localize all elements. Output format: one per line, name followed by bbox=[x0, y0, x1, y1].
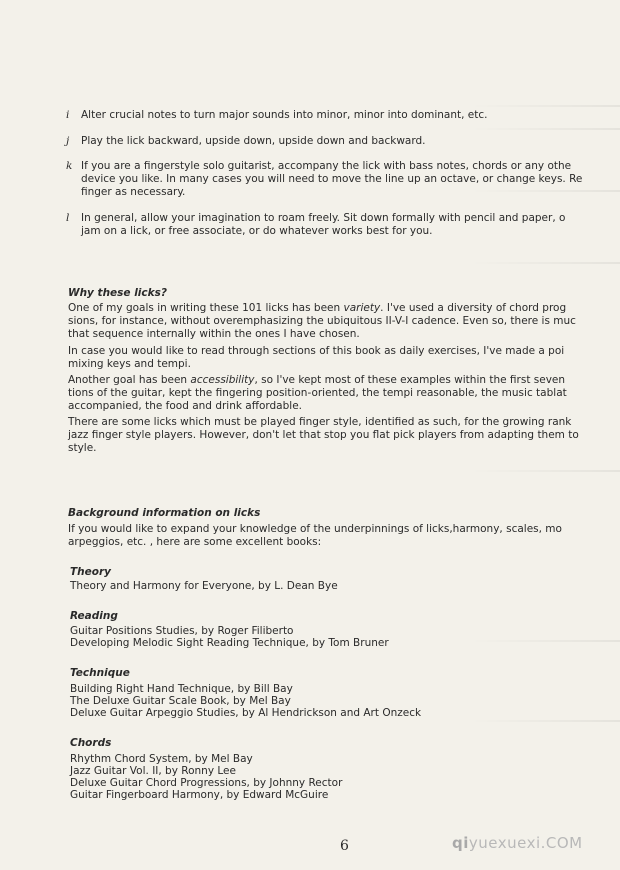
list-text: device you like. In many cases you will need to move the line up an octave, or change keys. Re bbox=[81, 173, 583, 185]
book-title: Guitar Positions Studies, by Roger Filiberto bbox=[70, 625, 294, 637]
background-heading: Background information on licks bbox=[68, 507, 261, 519]
bleed-line bbox=[470, 720, 620, 722]
list-text: Alter crucial notes to turn major sounds into minor, minor into dominant, etc. bbox=[81, 109, 488, 121]
paragraph-line: style. bbox=[68, 442, 97, 454]
book-title: Building Right Hand Technique, by Bill Bay bbox=[70, 683, 293, 695]
watermark-logo: qi bbox=[452, 834, 469, 852]
page-number: 6 bbox=[340, 838, 349, 854]
list-text: If you are a fingerstyle solo guitarist, accompany the lick with bass notes, chords or any othe bbox=[81, 160, 572, 172]
paragraph-line: Another goal has been accessibility, so I've kept most of these examples within the first seven bbox=[68, 374, 566, 386]
category-chords: Chords bbox=[70, 737, 112, 749]
bleed-line bbox=[470, 640, 620, 642]
list-text: In general, allow your imagination to roam freely. Sit down formally with pencil and paper, o bbox=[81, 212, 566, 224]
watermark-text: yuexuexi.COM bbox=[468, 834, 583, 852]
book-title: Deluxe Guitar Chord Progressions, by Johnny Rector bbox=[70, 777, 343, 789]
paragraph-line: jazz finger style players. However, don't let that stop you flat pick players from adapting them to bbox=[68, 429, 579, 441]
paragraph-line: tions of the guitar, kept the fingering position-oriented, the tempi reasonable, the music tablat bbox=[68, 387, 567, 399]
bleed-line bbox=[470, 128, 620, 130]
category-reading: Reading bbox=[70, 610, 118, 622]
paragraph-line: arpeggios, etc. , here are some excellent books: bbox=[68, 536, 322, 548]
list-marker: l bbox=[66, 212, 70, 224]
why-heading: Why these licks? bbox=[68, 287, 167, 299]
list-marker: j bbox=[66, 135, 70, 147]
paragraph-line: One of my goals in writing these 101 licks has been variety. I've used a diversity of chord prog bbox=[68, 302, 567, 314]
bleed-line bbox=[470, 190, 620, 192]
book-title: Guitar Fingerboard Harmony, by Edward McGuire bbox=[70, 789, 329, 801]
list-text: Play the lick backward, upside down, upside down and backward. bbox=[81, 135, 426, 147]
paragraph-line: In case you would like to read through sections of this book as daily exercises, I've made a poi bbox=[68, 345, 565, 357]
book-title: Deluxe Guitar Arpeggio Studies, by Al Hendrickson and Art Onzeck bbox=[70, 707, 422, 719]
bleed-line bbox=[470, 470, 620, 472]
paragraph-line: accompanied, the food and drink affordable. bbox=[68, 400, 302, 412]
book-title: The Deluxe Guitar Scale Book, by Mel Bay bbox=[70, 695, 291, 707]
category-technique: Technique bbox=[70, 667, 130, 679]
list-text: finger as necessary. bbox=[81, 186, 186, 198]
bleed-line bbox=[470, 105, 620, 107]
category-theory: Theory bbox=[70, 566, 111, 578]
book-title: Developing Melodic Sight Reading Technique, by Tom Bruner bbox=[70, 637, 389, 649]
paragraph-line: mixing keys and tempi. bbox=[68, 358, 191, 370]
book-title: Rhythm Chord System, by Mel Bay bbox=[70, 753, 253, 765]
paragraph-line: If you would like to expand your knowledge of the underpinnings of licks,harmony, scales, mo bbox=[68, 523, 562, 535]
paragraph-line: that sequence internally within the ones I have chosen. bbox=[68, 328, 360, 340]
book-title: Theory and Harmony for Everyone, by L. Dean Bye bbox=[70, 580, 338, 592]
list-marker: i bbox=[66, 109, 70, 121]
paragraph-line: There are some licks which must be played finger style, identified as such, for the growing rank bbox=[68, 416, 572, 428]
bleed-line bbox=[470, 262, 620, 264]
watermark bbox=[452, 834, 583, 852]
book-title: Jazz Guitar Vol. II, by Ronny Lee bbox=[70, 765, 236, 777]
list-marker: k bbox=[66, 160, 73, 172]
paragraph-line: sions, for instance, without overemphasizing the ubiquitous II-V-I cadence. Even so, there is muc bbox=[68, 315, 576, 327]
list-text: jam on a lick, or free associate, or do whatever works best for you. bbox=[81, 225, 433, 237]
